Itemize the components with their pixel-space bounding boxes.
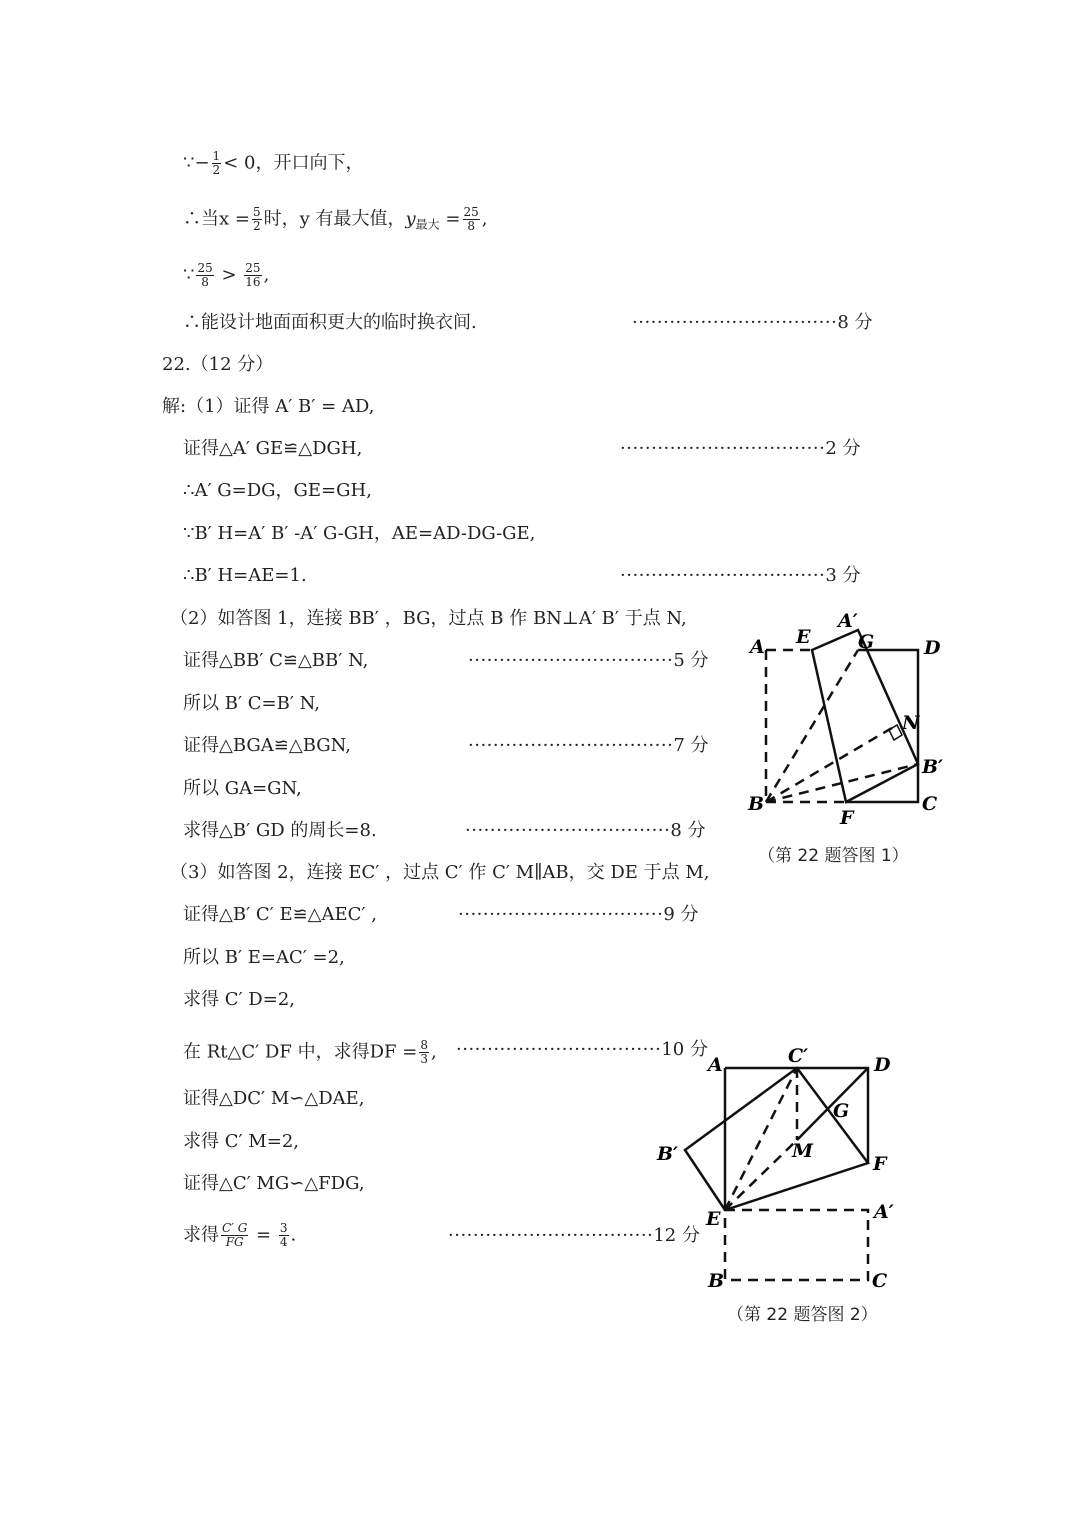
q22-s2-l5: 所以 GA=GN, [183, 778, 302, 799]
fig1-label-Bp: B′ [922, 756, 944, 778]
text: , [430, 1041, 437, 1063]
q22-s1-l5: ∴B′ H=AE=1. [183, 565, 307, 586]
fig2-lower-rect [725, 1210, 868, 1280]
q22-s3-l8: 证得△C′ MG∽△FDG, [183, 1173, 365, 1194]
text: < 0，开口向下， [223, 152, 364, 174]
text: , [263, 264, 270, 286]
y-var: y [405, 208, 416, 230]
q22-s2-l1: （2）如答图 1，连接 BB′ ，BG，过点 B 作 BN⊥A′ B′ 于点 N, [170, 608, 687, 629]
q22-s1-l3: ∴A′ G=DG，GE=GH, [183, 480, 372, 501]
text: ∵ [183, 264, 195, 286]
q22-s3-l7: 求得 C′ M=2, [183, 1131, 299, 1152]
q22-s2-l3: 所以 B′ C=B′ N, [183, 693, 320, 714]
text: 在 Rt△C′ DF 中，求得DF = [183, 1041, 418, 1063]
fig2-label-M: M [792, 1140, 814, 1162]
q22-header: 22.（12 分） [162, 354, 274, 375]
fig2-label-F: F [873, 1153, 887, 1175]
text: ∴当x = [183, 208, 250, 230]
text: 求得 [183, 1224, 219, 1246]
fig2-label-E: E [706, 1208, 721, 1230]
fraction: $\frac{25}{8}$ [463, 205, 479, 234]
fig2-label-G: G [833, 1100, 850, 1122]
score-5: ·································5 分 [468, 650, 709, 671]
fig2-line-EM [725, 1140, 797, 1210]
q22-s3-l1: （3）如答图 2，连接 EC′ ，过点 C′ 作 C′ M∥AB，交 DE 于点 M, [170, 862, 710, 883]
fig2-label-A: A [708, 1054, 723, 1076]
score-8b: ·································8 分 [465, 820, 706, 841]
text: . [290, 1224, 297, 1246]
score-3: ·································3 分 [620, 565, 861, 586]
fig1-line-BG [766, 650, 858, 802]
text: , [481, 208, 488, 230]
q22-s3-l4: 求得 C′ D=2, [183, 989, 295, 1010]
fig1-label-F: F [840, 807, 854, 829]
fraction: $\frac{25}{8}$ [197, 261, 213, 290]
fig2-label-Cp: C′ [788, 1045, 809, 1067]
score-12: ·································12 分 [448, 1225, 700, 1246]
line-21-4: ∴能设计地面面积更大的临时换衣间. [183, 312, 477, 333]
q22-s2-l2: 证得△BB′ C≌△BB′ N, [183, 650, 369, 671]
fig2-label-Bp: B′ [657, 1143, 679, 1165]
fig1-label-N: N [902, 712, 920, 734]
fig2-label-C: C [872, 1270, 888, 1292]
text: = [445, 208, 461, 230]
fig2-folded-quad [685, 1068, 868, 1210]
score-8: ·································8 分 [632, 312, 873, 333]
fraction: $\frac{25}{16}$ [245, 261, 261, 290]
text: = [256, 1224, 272, 1246]
fraction: $\frac{5}{2}$ [252, 205, 261, 234]
fraction: $\frac{C' G}{FG}$ [222, 1221, 248, 1250]
score-7: ·································7 分 [468, 735, 709, 756]
q22-s3-l6: 证得△DC′ M∽△DAE, [183, 1088, 365, 1109]
fig1-label-E: E [796, 626, 811, 648]
fraction: $\frac{1}{2}$ [212, 149, 221, 178]
fig1-label-D: D [924, 637, 941, 659]
q22-s3-l3: 所以 B′ E=AC′ =2, [183, 947, 345, 968]
fig2-label-Ap: A′ [874, 1201, 894, 1223]
q22-s1-l1: 解:（1）证得 A′ B′ = AD, [162, 396, 375, 417]
q22-s2-l4: 证得△BGA≌△BGN, [183, 735, 351, 756]
q22-s1-l4: ∵B′ H=A′ B′ -A′ G-GH，AE=AD-DG-GE, [183, 523, 536, 544]
fig1-label-A: A [750, 636, 765, 658]
score-2: ·································2 分 [620, 438, 861, 459]
text: > [221, 264, 237, 286]
fraction: $\frac{8}{3}$ [420, 1038, 428, 1067]
fraction: $\frac{3}{4}$ [279, 1221, 288, 1250]
score-10: ·································10 分 [456, 1039, 708, 1060]
fig2-label-D: D [874, 1054, 891, 1076]
fig1-label-C: C [922, 793, 938, 815]
fig1-label-B: B [748, 793, 765, 815]
q22-s1-l2: 证得△A′ GE≌△DGH, [183, 438, 363, 459]
score-9: ·································9 分 [458, 904, 699, 925]
text: ∵− [183, 152, 210, 174]
q22-s3-l2: 证得△B′ C′ E≌△AEC′ , [183, 904, 377, 925]
fig1-label-G: G [858, 631, 875, 653]
fig2-caption: （第 22 题答图 2） [727, 1305, 878, 1325]
fig1-caption: （第 22 题答图 1） [758, 846, 909, 866]
subscript: 最大 [415, 217, 440, 232]
fig1-label-Ap: A′ [838, 610, 858, 632]
fig2-label-B: B [708, 1270, 725, 1292]
q22-s2-l6: 求得△B′ GD 的周长=8. [183, 820, 377, 841]
text: 时，y 有最大值， [263, 208, 406, 230]
